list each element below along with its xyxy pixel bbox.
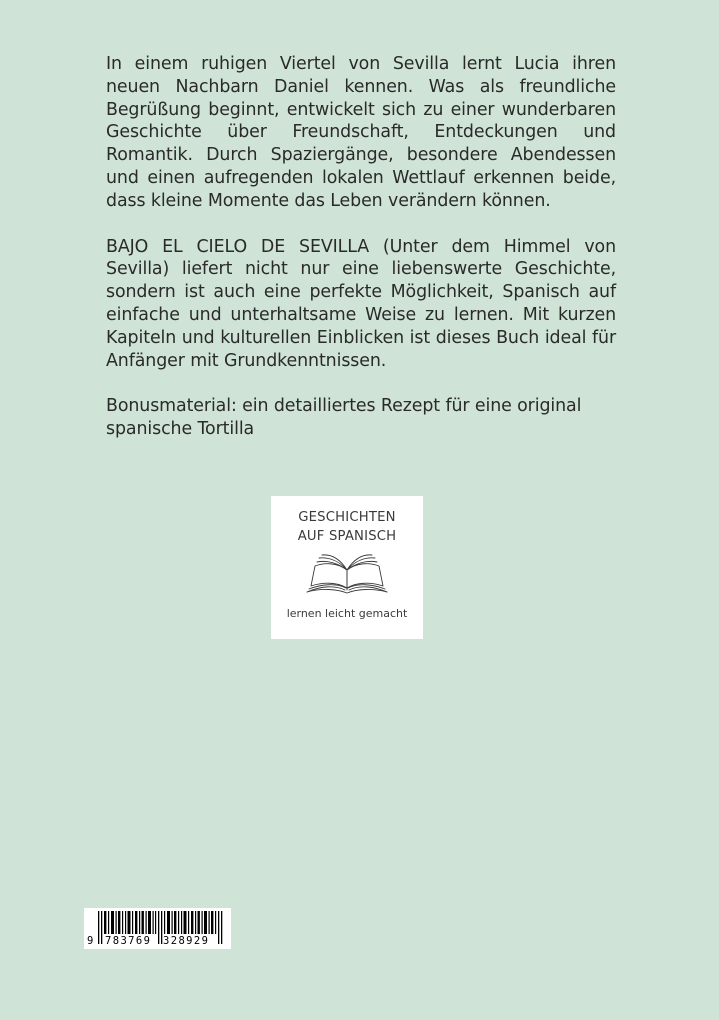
barcode-right-digits: 328929 (163, 935, 210, 947)
series-title-line-1: GESCHICHTEN (298, 510, 396, 525)
description-paragraph-2: BAJO EL CIELO DE SEVILLA (Unter dem Himmel von Sevilla) liefert nicht nur eine liebenswerte Geschichte, sondern ist auch eine perfekte Möglichkeit, Spanisch auf einfache und unterhaltsame Weise zu lernen. Mit kurzen Kapiteln und kulturellen Einblicken ist dieses Buch ideal für Anfänger mit Grundkenntnissen. (106, 236, 616, 371)
bonus-paragraph: Bonusmaterial: ein detailliertes Rezept für eine original spanische Tortilla (106, 396, 582, 440)
isbn-barcode (84, 908, 231, 949)
description-paragraph-1: In einem ruhigen Viertel von Sevilla lernt Lucia ihren neuen Nachbarn Daniel kennen. Was als freundliche Begrüßung beginnt, entwickelt sich zu einer wunderbaren Geschichte über Freundschaft, Entdeckungen und Romantik. Durch Spaziergänge, besondere Abendessen und einen aufregenden lokalen Wettlauf erkennen beide, dass kleine Momente das Leben verändern können. (106, 54, 616, 211)
barcode-first-digit: 9 (87, 935, 94, 947)
description-text (106, 53, 616, 441)
barcode-left-digits: 783769 (105, 935, 152, 947)
series-logo (271, 496, 423, 639)
open-book-icon (305, 552, 389, 596)
series-title-line-2: AUF SPANISCH (297, 529, 397, 544)
series-tagline: lernen leicht gemacht (286, 607, 408, 620)
series-title (271, 508, 423, 546)
